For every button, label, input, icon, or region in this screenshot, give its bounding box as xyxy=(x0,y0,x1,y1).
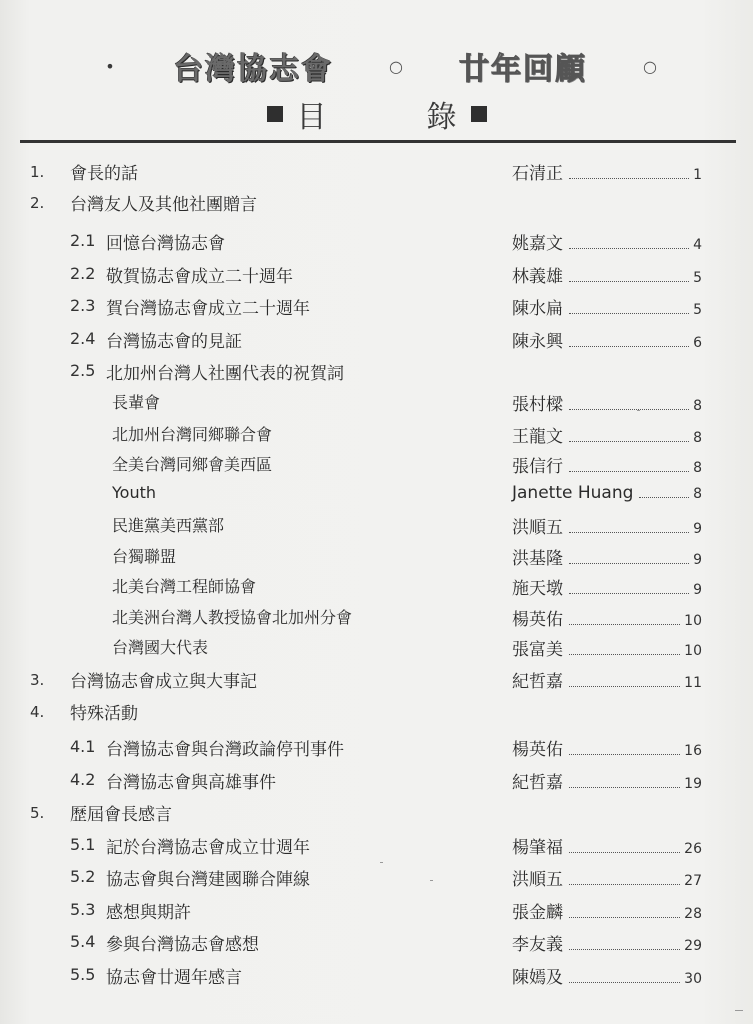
section-number: 2.4 xyxy=(70,329,96,348)
page-number: 8 xyxy=(693,430,702,446)
dot-leader xyxy=(569,280,689,282)
page-number: 27 xyxy=(684,873,702,889)
author-name: 陳嫣及 xyxy=(512,968,563,988)
section-number: 2.2 xyxy=(70,264,96,283)
toc-entry[interactable] xyxy=(0,631,753,661)
dot-leader xyxy=(569,916,680,918)
author-page-ref xyxy=(512,452,702,477)
page-number: 26 xyxy=(684,841,702,857)
dot-leader xyxy=(569,883,680,885)
toc-entry[interactable] xyxy=(0,570,753,600)
author-name: 洪順五 xyxy=(512,518,563,538)
toc-entry[interactable] xyxy=(0,448,753,478)
section-title: 記於台灣協志會成立廿週年 xyxy=(106,838,310,858)
dot-leader xyxy=(569,440,689,442)
dot-leader xyxy=(569,562,689,564)
section-number: 4.1 xyxy=(70,737,96,756)
section-title: 特殊活動 xyxy=(70,704,138,724)
author-page-ref xyxy=(512,635,702,660)
heading-divider xyxy=(20,140,736,143)
toc-entry[interactable] xyxy=(0,796,753,826)
toc-entry[interactable] xyxy=(0,418,753,448)
black-square-icon xyxy=(471,106,487,122)
toc-entry[interactable] xyxy=(0,959,753,989)
section-title: 長輩會 xyxy=(112,393,161,412)
section-number: 5.1 xyxy=(70,835,96,854)
author-name: 李友義 xyxy=(512,935,563,955)
author-name: 紀哲嘉 xyxy=(512,672,563,692)
page-number: 19 xyxy=(684,776,702,792)
toc-entry[interactable] xyxy=(0,479,753,509)
toc-entry[interactable] xyxy=(0,861,753,891)
section-title: 台灣協志會與高雄事件 xyxy=(106,773,276,793)
section-title: 參與台灣協志會感想 xyxy=(106,935,259,955)
book-title xyxy=(100,46,660,86)
toc-heading-char: 目 xyxy=(296,100,327,135)
toc-entry[interactable] xyxy=(0,540,753,570)
toc-heading xyxy=(0,94,753,134)
author-name: 洪順五 xyxy=(512,870,563,890)
section-title: 賀台灣協志會成立二十週年 xyxy=(106,299,310,319)
section-number: 3. xyxy=(30,671,45,689)
section-title: 協志會與台灣建國聯合陣線 xyxy=(106,870,310,890)
author-page-ref xyxy=(512,262,702,287)
author-page-ref xyxy=(512,294,702,319)
author-name: 姚嘉文 xyxy=(512,234,563,254)
dot-leader xyxy=(569,753,680,755)
section-number: 4. xyxy=(30,703,45,721)
dot-leader xyxy=(569,408,689,410)
section-title: 全美台灣同鄉會美西區 xyxy=(112,455,273,474)
toc-entry[interactable] xyxy=(0,509,753,539)
author-page-ref xyxy=(512,605,702,630)
section-title: 台灣協志會成立與大事記 xyxy=(70,672,257,692)
page-number: 8 xyxy=(693,398,702,414)
dot-leader xyxy=(569,948,680,950)
author-name: 張富美 xyxy=(512,640,563,660)
page-number: 30 xyxy=(684,971,702,987)
page-number: 8 xyxy=(693,460,702,476)
author-page-ref xyxy=(512,768,702,793)
author-name: 林義雄 xyxy=(512,267,563,287)
author-name: 紀哲嘉 xyxy=(512,773,563,793)
toc-entry[interactable] xyxy=(0,355,753,385)
author-name: 張信行 xyxy=(512,457,563,477)
section-number: 5.2 xyxy=(70,867,96,886)
toc-entry[interactable] xyxy=(0,894,753,924)
organization-title: 台灣協志會 xyxy=(173,52,333,87)
author-page-ref xyxy=(512,229,702,254)
section-title: 感想與期許 xyxy=(106,903,191,923)
author-page-ref xyxy=(512,963,702,988)
toc-entry[interactable] xyxy=(0,323,753,353)
page-number: 6 xyxy=(693,335,702,351)
author-name: 陳永興 xyxy=(512,332,563,352)
page-number: 11 xyxy=(684,675,702,691)
author-page-ref xyxy=(512,930,702,955)
author-name: Janette Huang xyxy=(512,483,634,503)
section-number: 2.5 xyxy=(70,361,96,380)
hollow-circle-icon: ○ xyxy=(389,56,403,76)
black-square-icon xyxy=(267,106,283,122)
author-name: 王龍文 xyxy=(512,427,563,447)
dot-leader xyxy=(569,345,689,347)
section-title: 北美台灣工程師協會 xyxy=(112,577,257,596)
page-number: 10 xyxy=(684,613,702,629)
section-title: 台獨聯盟 xyxy=(112,547,177,566)
dot-leader xyxy=(569,531,689,533)
toc-entry[interactable] xyxy=(0,225,753,255)
section-number: 5.5 xyxy=(70,965,96,984)
author-name: 施天墩 xyxy=(512,579,563,599)
section-title: 北美洲台灣人教授協會北加州分會 xyxy=(112,608,353,627)
section-title: 北加州台灣同鄉聯合會 xyxy=(112,425,273,444)
dot-leader xyxy=(569,786,680,788)
page-number: 10 xyxy=(684,643,702,659)
dot-leader xyxy=(569,623,680,625)
toc-entry[interactable] xyxy=(0,829,753,859)
dot-leader xyxy=(569,592,689,594)
toc-entry[interactable] xyxy=(0,695,753,725)
author-name: 陳水扁 xyxy=(512,299,563,319)
page-number: 5 xyxy=(693,302,702,318)
dot-leader xyxy=(639,496,689,498)
toc-entry[interactable] xyxy=(0,386,753,416)
toc-entry[interactable] xyxy=(0,186,753,216)
page-number: 28 xyxy=(684,906,702,922)
section-number: 2.1 xyxy=(70,231,96,250)
page-number: 4 xyxy=(693,237,702,253)
page-number: 29 xyxy=(684,938,702,954)
author-name: 張金麟 xyxy=(512,903,563,923)
section-title: 台灣協志會與台灣政論停刊事件 xyxy=(106,740,344,760)
section-title: 敬賀協志會成立二十週年 xyxy=(106,267,293,287)
author-name: 洪基隆 xyxy=(512,549,563,569)
dot-leader xyxy=(569,981,680,983)
scan-speck xyxy=(380,862,383,863)
section-title: 台灣友人及其他社團贈言 xyxy=(70,195,257,215)
page-number: 9 xyxy=(693,582,702,598)
section-number: 1. xyxy=(30,163,45,181)
toc-entry[interactable] xyxy=(0,290,753,320)
author-page-ref xyxy=(512,735,702,760)
author-page-ref xyxy=(512,574,702,599)
author-page-ref xyxy=(512,159,702,184)
section-number: 5. xyxy=(30,804,45,822)
page-number: 16 xyxy=(684,743,702,759)
section-title: 北加州台灣人社團代表的祝賀詞 xyxy=(106,364,344,384)
toc-entry[interactable] xyxy=(0,926,753,956)
toc-entry[interactable] xyxy=(0,731,753,761)
author-page-ref xyxy=(512,483,702,503)
author-name: 張村樑 xyxy=(512,395,563,415)
author-page-ref xyxy=(512,513,702,538)
page-number: 9 xyxy=(693,521,702,537)
author-page-ref xyxy=(512,544,702,569)
section-title: 回憶台灣協志會 xyxy=(106,234,225,254)
dot-leader xyxy=(569,312,689,314)
author-name: 楊英佑 xyxy=(512,610,563,630)
page-number: 9 xyxy=(693,552,702,568)
author-page-ref xyxy=(512,898,702,923)
toc-entry[interactable] xyxy=(0,663,753,693)
author-page-ref xyxy=(512,422,702,447)
author-name: 楊肇福 xyxy=(512,838,563,858)
section-number: 2. xyxy=(30,194,45,212)
page-number: 8 xyxy=(693,486,702,502)
toc-heading-char: 錄 xyxy=(426,100,457,135)
dot-leader xyxy=(569,653,680,655)
dot-leader xyxy=(569,470,689,472)
section-title: 台灣國大代表 xyxy=(112,638,209,657)
section-title: 台灣協志會的見証 xyxy=(106,332,242,352)
dot-leader xyxy=(569,685,680,687)
bullet-dot-icon: • xyxy=(105,56,115,76)
page-number: 1 xyxy=(693,167,702,183)
author-name: 石清正 xyxy=(512,164,563,184)
author-page-ref xyxy=(512,667,702,692)
toc-entry[interactable] xyxy=(0,155,753,185)
hollow-circle-icon: ○ xyxy=(643,56,657,76)
section-title: 協志會廿週年感言 xyxy=(106,968,242,988)
anniversary-subtitle: 廿年回顧 xyxy=(459,52,587,87)
section-title: 歷屆會長感言 xyxy=(70,805,172,825)
section-title: Youth xyxy=(112,483,156,502)
scan-speck xyxy=(637,410,640,411)
section-number: 2.3 xyxy=(70,296,96,315)
toc-entry[interactable] xyxy=(0,601,753,631)
author-page-ref xyxy=(512,327,702,352)
author-page-ref xyxy=(512,865,702,890)
section-title: 會長的話 xyxy=(70,164,138,184)
dot-leader xyxy=(569,177,689,179)
section-number: 4.2 xyxy=(70,770,96,789)
toc-entry[interactable] xyxy=(0,764,753,794)
dot-leader xyxy=(569,247,689,249)
scan-speck xyxy=(735,1010,743,1011)
page-number: 5 xyxy=(693,270,702,286)
author-page-ref xyxy=(512,390,702,415)
scan-speck xyxy=(430,880,433,881)
section-number: 5.3 xyxy=(70,900,96,919)
toc-entry[interactable] xyxy=(0,258,753,288)
author-name: 楊英佑 xyxy=(512,740,563,760)
section-number: 5.4 xyxy=(70,932,96,951)
section-title: 民進黨美西黨部 xyxy=(112,516,225,535)
author-page-ref xyxy=(512,833,702,858)
dot-leader xyxy=(569,851,680,853)
